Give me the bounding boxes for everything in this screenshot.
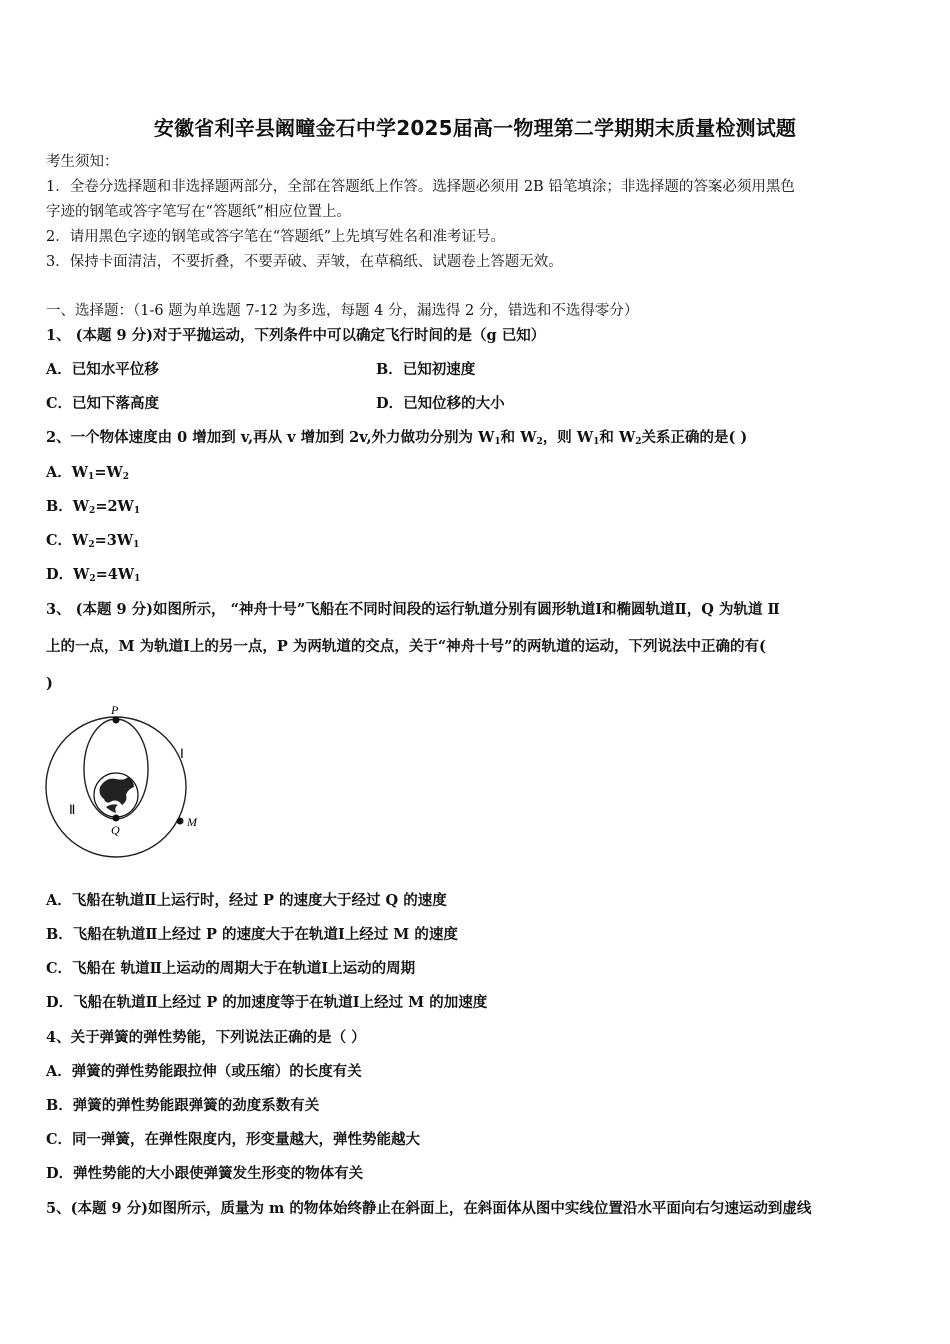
orbit-diagram [44, 703, 208, 867]
label-q: Q [111, 823, 120, 837]
q3-option-a: A．飞船在轨道Ⅱ上运行时，经过 P 的速度大于经过 Q 的速度 [46, 892, 447, 909]
exam-title: 安徽省利辛县阚疃金石中学2025届高一物理第二学期期末质量检测试题 [153, 116, 797, 140]
q2-option-b: B．$W_2=2W_1$ [46, 498, 141, 516]
q3-option-d: D．飞船在轨道Ⅱ上经过 P 的加速度等于在轨道Ⅰ上经过 M 的加速度 [46, 994, 488, 1011]
q1-option-b: B．已知初速度 [376, 361, 476, 378]
q1-option-a: A．已知水平位移 [46, 361, 159, 378]
q3-stem-line-2: 上的一点，M 为轨道Ⅰ上的另一点，P 为两轨道的交点，关于“神舟十号”的两轨道的运动，下列说法中正确的有( [46, 638, 766, 655]
q2-option-a: A．$W_1=W_2$ [46, 464, 130, 482]
notice-item-1-line-2: 字迹的钢笔或答字笔写在“答题纸”相应位置上。 [46, 204, 351, 220]
q3-option-c: C．飞船在 轨道Ⅱ上运动的周期大于在轨道Ⅰ上运动的周期 [46, 960, 416, 977]
q1-option-d: D．已知位移的大小 [376, 395, 505, 412]
q4-stem: 4、关于弹簧的弹性势能，下列说法正确的是（ ） [46, 1029, 366, 1046]
label-m: M [187, 815, 197, 829]
earth-icon [94, 773, 138, 817]
q1-stem: 1、 (本题 9 分)对于平抛运动，下列条件中可以确定飞行时间的是（g 已知） [46, 327, 546, 344]
q3-stem-line-1: 3、 (本题 9 分)如图所示， “神舟十号”飞船在不同时间段的运行轨道分别有圆形轨道Ⅰ和椭圆轨道Ⅱ，Q 为轨道 Ⅱ [46, 601, 780, 618]
q5-stem: 5、(本题 9 分)如图所示，质量为 m 的物体始终静止在斜面上，在斜面体从图中实线位置沿水平面向右匀速运动到虚线 [46, 1200, 812, 1217]
q2-stem: 2、一个物体速度由 0 增加到 v,再从 v 增加到 2v,外力做功分别为 $W_1$和 $W_2$，则 $W_1$和 $W_2$关系正确的是( ) [46, 429, 748, 447]
q4-option-a: A．弹簧的弹性势能跟拉伸（或压缩）的长度有关 [46, 1063, 362, 1080]
q2-option-c: C．$W_2=3W_1$ [46, 532, 140, 550]
notice-heading: 考生须知： [46, 154, 119, 170]
q2-option-d: D．$W_2=4W_1$ [46, 566, 141, 584]
point-p-marker [113, 717, 120, 724]
label-orbit-i: Ⅰ [180, 746, 184, 761]
point-q-marker [113, 815, 120, 822]
label-p: P [111, 703, 119, 717]
notice-item-3: 3．保持卡面清洁，不要折叠，不要弄破、弄皱，在草稿纸、试题卷上答题无效。 [46, 254, 563, 270]
q3-stem-line-3: ) [46, 675, 53, 692]
label-orbit-ii: Ⅱ [69, 802, 76, 817]
point-m-marker [177, 818, 184, 825]
section-heading: 一、选择题：（1-6 题为单选题 7-12 为多选，每题 4 分，漏选得 2 分，错选和不选得零分） [46, 303, 639, 319]
q4-option-d: D．弹性势能的大小跟使弹簧发生形变的物体有关 [46, 1165, 364, 1182]
q1-option-c: C．已知下落高度 [46, 395, 160, 412]
q4-option-b: B．弹簧的弹性势能跟弹簧的劲度系数有关 [46, 1097, 320, 1114]
q3-option-b: B．飞船在轨道Ⅱ上经过 P 的速度大于在轨道Ⅰ上经过 M 的速度 [46, 926, 458, 943]
notice-item-2: 2．请用黑色字迹的钢笔或答字笔在“答题纸”上先填写姓名和准考证号。 [46, 229, 506, 245]
notice-item-1-line-1: 1．全卷分选择题和非选择题两部分，全部在答题纸上作答。选择题必须用 2B 铅笔填涂；非选择题的答案必须用黑色 [46, 179, 795, 195]
q4-option-c: C．同一弹簧，在弹性限度内，形变量越大，弹性势能越大 [46, 1131, 421, 1148]
